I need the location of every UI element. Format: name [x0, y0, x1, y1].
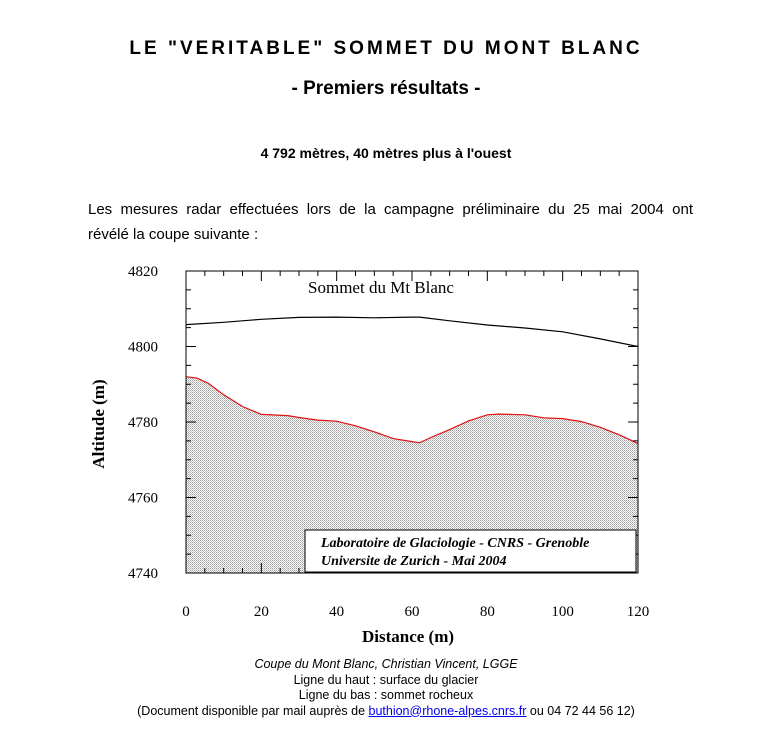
- contact-suffix: ou 04 72 44 56 12): [526, 703, 635, 718]
- y-tick-label: 4800: [128, 339, 158, 356]
- y-axis-label: Altitude (m): [89, 379, 108, 469]
- intro-line-2: révélé la coupe suivante :: [88, 226, 259, 243]
- caption-contact: [0, 704, 772, 720]
- summit-annotation: Sommet du Mt Blanc: [308, 278, 454, 297]
- x-tick-label: 20: [253, 604, 269, 620]
- x-axis-label: Distance (m): [361, 627, 455, 646]
- glacier-surface-line: [186, 317, 638, 346]
- caption-credit: Coupe du Mont Blanc, Christian Vincent, LGGE: [254, 657, 518, 671]
- x-tick-label: 40: [329, 604, 345, 620]
- y-tick-label: 4780: [128, 415, 158, 431]
- email-link[interactable]: buthion@rhone-alpes.cnrs.fr: [368, 703, 527, 718]
- x-tick-label: 0: [182, 604, 190, 620]
- caption-bottom-line: Ligne du bas : sommet rocheux: [298, 688, 474, 702]
- x-tick-label: 60: [404, 604, 420, 620]
- intro-line-1: Les mesures radar effectuées lors de la campagne préliminaire du 25 mai 2004 ont: [88, 201, 693, 218]
- contact-prefix: (Document disponible par mail auprès de: [137, 703, 369, 718]
- page-subtitle: - Premiers résultats -: [291, 78, 481, 99]
- x-tick-label: 100: [551, 604, 574, 620]
- caption-top-line: Ligne du haut : surface du glacier: [293, 672, 479, 687]
- x-tick-label: 120: [626, 604, 650, 620]
- y-tick-label: 4740: [128, 566, 158, 582]
- y-tick-label: 4760: [128, 490, 158, 507]
- captions: [0, 657, 772, 719]
- credit-line-2: Universite de Zurich - Mai 2004: [321, 554, 507, 569]
- credit-line-1: Laboratoire de Glaciologie - CNRS - Grenoble: [321, 536, 590, 551]
- y-tick-label: 4820: [128, 264, 158, 280]
- page-title: LE "VERITABLE" SOMMET DU MONT BLANC: [129, 38, 643, 59]
- x-tick-label: 80: [479, 604, 495, 620]
- headline: 4 792 mètres, 40 mètres plus à l'ouest: [260, 145, 512, 161]
